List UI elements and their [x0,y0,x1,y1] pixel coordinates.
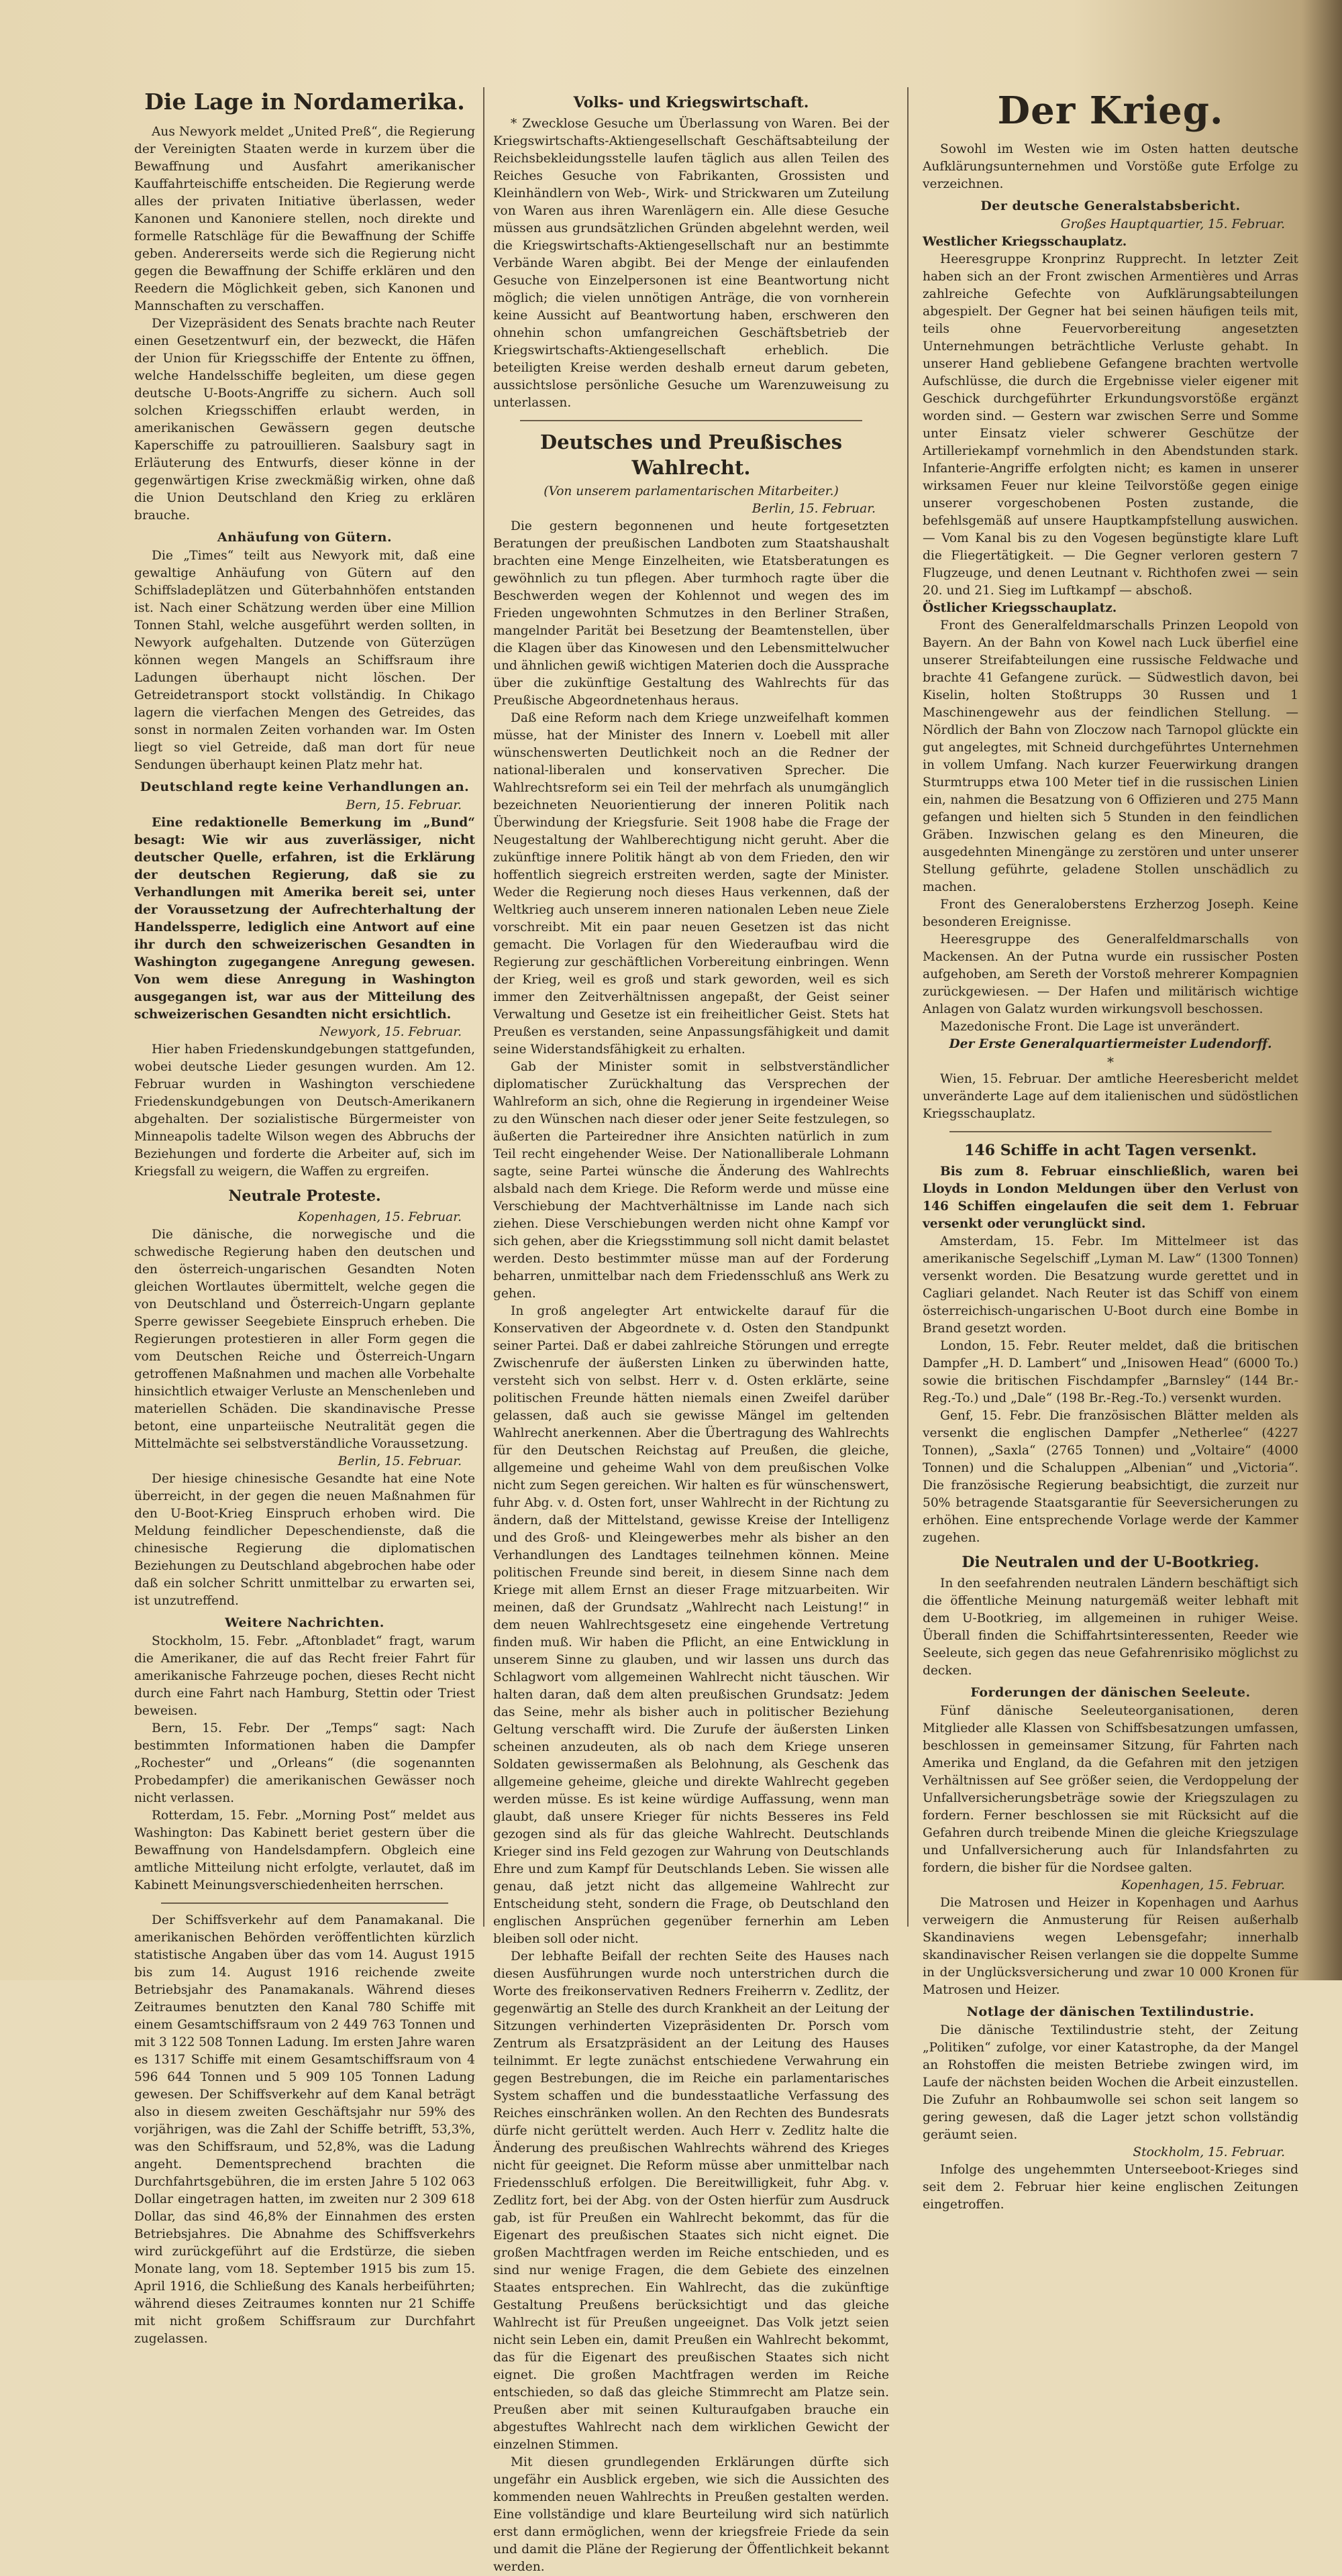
headline-schiffe-versenkt: 146 Schiffe in acht Tagen versenkt. [964,1142,1257,1159]
paragraph: Sowohl im Westen wie im Osten hatten deutsche Aufklärungsunternehmen und Vorstöße gute Erfolge zu verzeichnen. [923,142,1298,191]
paragraph: Der hiesige chinesische Gesandte hat eine Note überreicht, in der gegen die neuen Maßnahmen für den U-Boot-Krieg Einspruch erhoben wird. Die Meldung feindlicher Depeschendienste, daß die chinesische Regierung die diplomatischen Beziehungen zu Deutschland abgebrochen habe oder daß ein solcher Schritt unmittelbar zu erwarten sei, ist unzutreffend. [134,1472,475,1608]
paragraph: Genf, 15. Febr. Die französischen Blätter melden als versenkt die englischen Dampfer „Netherlee“ (4227 Tonnen), „Saxla“ (2765 Tonnen) und „Voltaire“ (4000 Tonnen) und die Schaluppen „Albenian“ und „Victoria“. Die französische Regierung beabsichtigt, die zurzeit nur 50% betragende Staatsgarantie für Seeversicherungen zu erhöhen. Eine entsprechende Vorlage werde der Kammer zugehen. [923,1409,1298,1545]
paragraph: Bern, 15. Febr. Der „Temps“ sagt: Nach bestimmten Informationen haben die Dampfer „Rochester“ und „Orleans“ (die sogenannten Probedampfer) die amerikanischen Gewässer noch nicht verlassen. [134,1721,475,1805]
subheading: Westlicher Kriegsschauplatz. [923,235,1127,249]
paragraph: Der Vizepräsident des Senats brachte nach Reuter einen Gesetzentwurf ein, der bezweckt, die Häfen der Union für Kriegsschiffe der Entente zu öffnen, welche Handelsschiffe begleiten, um diese gegen deutsche U-Boots-Angriffe zu sichern. Auch soll solchen Kriegsschiffen erlaubt werden, in amerikanischen Gewässern gegen deutsche Kaperschiffe zu patrouillieren. Saalsbury sagt in Erläuterung des Entwurfs, dieser könne in der gegenwärtigen Krise zweckmäßig wirken, ohne daß die Union Deutschland den Krieg zu erklären brauche. [134,317,475,523]
column-middle [493,87,889,2574]
subheading: Neutrale Proteste. [228,1187,381,1205]
paragraph: Der lebhafte Beifall der rechten Seite des Hauses nach diesen Ausführungen wurde noch unterstrichen durch die Worte des freikonservativen Redners Freiherrn v. Zedlitz, der gegenwärtig an Stelle des durch Krankheit an der Leitung der Sitzungen verhinderten Vizepräsidenten Dr. Porsch vom Zentrum als Ersatzpräsident an der Leitung des Hauses teilnimmt. Er legte zunächst entschiedene Verwahrung ein gegen Bestrebungen, die im Reiche ein parlamentarisches System schaffen und die bundesstaatliche Verfassung des Reiches einschränken wollen. An den Rechten des Bundesrats dürfe nicht gerüttelt werden. Auch Herr v. Zedlitz halte die Änderung des preußischen Wahlrechts während des Krieges nicht für geeignet. Die Reform müsse aber unmittelbar nach Friedensschluß erfolgen. Die Bereitwilligkeit, fuhr Abg. v. Zedlitz fort, bei der Abg. von der Osten hierfür zum Ausdruck gab, ist für Preußen ein Wahlrecht bekommt, das für die Eigenart des preußischen Staates sich nicht eignet. Die großen Machtfragen werden im Reiche entschieden, und es sind nur wenige Fragen, die dem Gebiete des einzelnen Staates entsprechen. Ein Wahlrecht, das die zukünftige Gestaltung Preußens berücksichtigt und das gleiche Wahlrecht ist für Preußen ungeeignet. Das Volk jetzt seien nicht sein Leben ein, damit Preußen ein Wahlrecht bekommt, das für die Eigenart des preußischen Staates sich nicht eignet. Die großen Machtfragen werden im Reiche entschieden, so daß das gleiche Stimmrecht am Platze sein. Preußen aber mit seinen Kulturaufgaben brauche ein abgestuftes Wahlrecht nach dem wirklichen Gewicht der einzelnen Stimmen. [493,1949,889,2452]
paragraph: Heeresgruppe Kronprinz Rupprecht. In letzter Zeit haben sich an der Front zwischen Armentières und Arras zahlreiche Gefechte von Aufklärungsabteilungen abgespielt. Der Gegner hat bei seinen häufigen teils mit, teils ohne Feuervorbereitung angesetzten Unternehmungen beträchtliche Verluste gehabt. In unserer Hand gebliebene Gefangene brachten wertvolle Aufschlüsse, die durch die Ergebnisse vieler eigener mit Geschick durchgeführter Erkundungsvorstöße ergänzt worden sind. — Gestern war zwischen Serre und Somme unter Einsatz vieler schwerer Geschütze der Artilleriekampf vornehmlich in den Abendstunden stark. Infanterie-Angriffe erfolgten nicht; es kamen in unserer wirksamen Feuer nur kleine Teilvorstöße gegen einige unserer vorgeschobenen Posten zustande, die befehlsgemäß auf unsere Hauptkampfstellung auswichen. — Vom Kanal bis zu den Vogesen begünstigte klare Luft die Fliegertätigkeit. — Die Gegner verloren gestern 7 Flugzeuge, und denen Leutnant v. Richthofen zwei — sein 20. und 21. Sieg im Luftkampf — abschoß. [923,252,1298,598]
paragraph: Die gestern begonnenen und heute fortgesetzten Beratungen der preußischen Landboten zum Staatshaushalt brachten eine Menge Einzelheiten, wie Etatsberatungen es gewöhnlich zu tun pflegen. Aber turmhoch ragte über die Beschwerden wegen der Kohlennot und wegen des im Frieden ungewohnten Schmutzes in den Berliner Straßen, mangelnder Parität bei Besetzung der Beamtenstellen, über die Klagen über das Kinowesen und den Lebensmittelwucher und ähnlichen gewiß wichtigen Materien doch die Aussprache über die zukünftige Gestaltung des Wahlrechts für das Preußische Abgeordnetenhaus heraus. [493,519,889,708]
paragraph: Hier haben Friedenskundgebungen stattgefunden, wobei deutsche Lieder gesungen wurden. Am 12. Februar wurden in Washington verschiedene Friedenskundgebungen von Deutsch-Amerikanern abgehalten. Der sozialistische Bürgermeister von Minneapolis tadelte Wilson wegen des Abbruchs der Beziehungen und forderte die Arbeiter auf, sich im Kriegsfall zu weigern, die Waffen zu ergreifen. [134,1042,475,1179]
paragraph: Die dänische Textilindustrie steht, der Zeitung „Politiken“ zufolge, vor einer Katastrophe, da der Mangel an Rohstoffen die meisten Betriebe zwingen wird, im Laufe der nächsten beiden Wochen die Arbeit einzustellen. Die Zufuhr an Rohbaumwolle sei schon seit langem so gering gewesen, daß die Lager jetzt schon vollständig geräumt seien. [923,2023,1298,2142]
dateline: Stockholm, 15. Februar. [1133,2145,1285,2159]
paragraph: Infolge des ungehemmten Unterseeboot-Krieges sind seit dem 2. Februar hier keine englischen Zeitungen eingetroffen. [923,2163,1298,2212]
paragraph: Eine redaktionelle Bemerkung im „Bund“ besagt: Wie wir aus zuverlässiger, nicht deutscher Quelle, erfahren, ist die Erklärung der deutschen Regierung, daß sie zu Verhandlungen mit Amerika bereit sei, unter der Voraussetzung der Aufrechterhaltung der Handelssperre, lediglich eine Antwort auf eine ihr durch den schweizerischen Gesandten in Washington zugegangene Anregung gewesen. Von wem diese Anregung in Washington ausgegangen ist, war aus der Mitteilung des schweizerischen Gesandten nicht ersichtlich. [134,816,475,1022]
paragraph: Die „Times“ teilt aus Newyork mit, daß eine gewaltige Anhäufung von Gütern auf den Schiffsladeplätzen und Güterbahnhöfen entstanden ist. Nach einer Schätzung werden über eine Million Tonnen Stahl, welche ausgeführt werden sollten, in Newyork aufgehalten. Dutzende von Güterzügen können wegen Mangels an Schiffsraum ihre Ladungen überhaupt nicht löschen. Der Getreidetransport stockt vollständig. In Chikago lagern die vierfachen Mengen des Getreides, das sonst in normalen Zeiten vorhanden war. Im Osten liegt so viel Getreide, daß man dort für neue Sendungen überhaupt keinen Platz mehr hat. [134,549,475,772]
paragraph: Daß eine Reform nach dem Kriege unzweifelhaft kommen müsse, hat der Minister des Innern v. Loebell mit aller wünschenswerten Deutlichkeit noch an die Redner der national-liberalen und konservativen Sprecher. Die Wahlrechtsreform sei ein Teil der mehrfach als unumgänglich bezeichneten Neuorientierung der inneren Politik nach Überwindung der Kriegsfurie. Seit 1908 habe die Frage der Neugestaltung der Wahlberechtigung nicht geruht. Aber die zukünftige innere Politik hängt ab von dem Frieden, den wir hoffentlich siegreich erstreiten werden, sagte der Minister. Weder die Regierung noch dieses Haus verkennen, daß der Weltkrieg auch unserem inneren nationalen Leben neue Ziele vorschreibt. Mit ein paar neuen Gesetzen ist das nicht gemacht. Die Vorlagen für den Wiederaufbau wird die Regierung zur geschäftlichen Vorbereitung einbringen. Wenn der Krieg, weil es groß und stark geworden, weil es sich immer den Zeitverhältnissen angepaßt, der Geist seiner Verwaltung und Gesetze ist ein freiheitlicher Geist. Stets hat Preußen es verstanden, seine Anpassungsfähigkeit und damit seine Widerstandsfähigkeit zu erhalten. [493,711,889,1057]
section-heading-volkswirtschaft: Volks- und Kriegswirtschaft. [573,94,809,111]
paragraph: Die dänische, die norwegische und die schwedische Regierung haben den deutschen und den österreich-ungarischen Gesandten Noten gleichen Wortlautes übermittelt, welche gegen die von Deutschland und Österreich-Ungarn geplante Sperre gewisser Seegebiete Einspruch erheben. Die Regierungen protestieren in aller Form gegen die vom Deutschen Reiche und Österreich-Ungarn getroffenen Maßnahmen und machen alle Vorbehalte hinsichtlich etwaiger Verluste an Menschenleben und materiellen Schäden. Die skandinavische Presse betont, eine unparteiische Neutralität gegen die Mittelmächte sei selbstverständliche Voraussetzung. [134,1228,475,1451]
paragraph: Wien, 15. Februar. Der amtliche Heeresbericht meldet unveränderte Lage auf dem italienischen und südöstlichen Kriegsschauplatz. [923,1072,1298,1121]
dateline: Kopenhagen, 15. Februar. [297,1210,462,1224]
divider [520,420,862,421]
paragraph: Front des Generalfeldmarschalls Prinzen Leopold von Bayern. An der Bahn von Kowel nach Luck überfiel eine unserer Streifabteilungen eine russische Feldwache und brachte 41 Gefangene zurück. — Südwestlich davon, bei Kiselin, holten Stoßtrupps 30 Russen und 1 Maschinengewehr aus der feindlichen Stellung. — Nördlich der Bahn von Zloczow nach Tarnopol glückte ein gut angelegtes, mit Schneid durchgeführtes Unternehmen in vollem Umfang. Nach kurzer Feuerwirkung drangen Sturmtrupps etwa 100 Meter tief in die russischen Linien ein, nahmen die Besatzung von 6 Offizieren und 275 Mann gefangen und hielten sich 5 Stunden in den feindlichen Gräben. Inzwischen gelang es den Mineuren, die ausgedehnten Minengänge zu zerstören und unter unserer Stellung geführte, geladene Stollen unschädlich zu machen. [923,619,1298,894]
column-right [923,87,1298,2212]
headline-der-krieg: Der Krieg. [997,89,1224,133]
paragraph: Die Matrosen und Heizer in Kopenhagen und Aarhus verweigern die Anmusterung für Reisen außerhalb Skandinaviens wegen Lebensgefahr; innerhalb skandinavischer Reisen verlangen sie die doppelte Summe in der Unglücksversicherung und zwar 10 000 Kronen für Matrosen und Heizer. [923,1896,1298,1997]
subheading: Deutschland regte keine Verhandlungen an. [140,780,470,794]
paragraph: Stockholm, 15. Febr. „Aftonbladet“ fragt, warum die Amerikaner, die auf das Recht freier Fahrt für amerikanische Fahrzeuge pochen, dieses Recht nicht durch eine Fahrt nach Hamburg, Stettin oder Triest beweisen. [134,1634,475,1718]
paragraph: In den seefahrenden neutralen Ländern beschäftigt sich die öffentliche Meinung naturgemäß weiter lebhaft mit dem U-Bootkrieg, im allgemeinen in ruhiger Weise. Überall finden die Schiffahrtsinteressenten, Reeder wie Seeleute, sich gegen das neue Gefahrenrisiko möglichst zu decken. [923,1576,1298,1678]
paragraph: Aus Newyork meldet „United Preß“, die Regierung der Vereinigten Staaten werde in kurzem über die Bewaffnung und Ausfahrt amerikanischer Kauffahrteischiffe entscheiden. Die Regierung werde alles der privaten Initiative überlassen, weder Kanonen und Kanoniere stellen, noch direkte und formelle Ratschläge für die Bewaffnung der Schiffe geben. Andererseits werde sich die Regierung nicht gegen die Bewaffnung der Schiffe erklären und den Reedern die Möglichkeit geben, sich Kanonen und Mannschaften zu verschaffen. [134,125,475,313]
subheading: Weitere Nachrichten. [225,1615,384,1630]
divider [161,1902,448,1904]
paragraph: Rotterdam, 15. Febr. „Morning Post“ meldet aus Washington: Das Kabinett beriet gestern über die Bewaffnung von Handelsdampfern. Obgleich eine amtliche Mitteilung nicht erfolgte, verlautet, daß im Kabinett Meinungsverschiedenheiten herrschen. [134,1809,475,1892]
subheading: Forderungen der dänischen Seeleute. [970,1685,1251,1700]
dateline: Newyork, 15. Februar. [319,1025,462,1039]
divider [949,1131,1272,1132]
headline-wahlrecht: Deutsches und Preußisches Wahlrecht. [539,431,843,479]
paragraph: London, 15. Febr. Reuter meldet, daß die britischen Dampfer „H. D. Lambert“ und „Inisowen Head“ (6000 To.) sowie die britischen Fischdampfer „Barnsley“ (144 Br.-Reg.-To.) und „Dale“ (198 Br.-Reg.-To.) versenkt wurden. [923,1339,1298,1405]
subheading: Anhäufung von Gütern. [217,530,393,545]
signature: Der Erste Generalquartiermeister Ludendorff. [949,1037,1272,1051]
paragraph: Front des Generaloberstens Erzherzog Joseph. Keine besonderen Ereignisse. [923,898,1298,929]
subheading: Der deutsche Generalstabsbericht. [980,199,1241,213]
paragraph: Bis zum 8. Februar einschließlich, waren bei Lloyds in London Meldungen über den Verlust von 146 Schiffen eingelaufen die seit dem 1. Februar versenkt oder verunglückt sind. [923,1165,1298,1231]
dateline: Berlin, 15. Februar. [338,1454,462,1468]
paragraph: Fünf dänische Seeleuteorganisationen, deren Mitglieder alle Klassen von Schiffsbesatzungen umfassen, beschlossen in gemeinsamer Sitzung, für Fahrten nach Amerika und England, da die Gefahren mit den jetzigen Verhältnissen auf See größer seien, die Verdoppelung der Unfallversicherungsbeträge sowie der Kriegszulagen zu fordern. Ferner beschlossen sie mit Rücksicht auf die Gefahren durch treibende Minen die gleiche Kriegszulage und Unfallversicherung auch für Inlandsfahrten zu fordern, die bisher für die Nordsee galten. [923,1704,1298,1875]
subheading: Notlage der dänischen Textilindustrie. [966,2004,1255,2019]
column-rule [907,87,909,1927]
byline: (Von unserem parlamentarischen Mitarbeiter.) [544,484,839,498]
subheading: Östlicher Kriegsschauplatz. [923,601,1117,615]
dateline: Bern, 15. Februar. [346,798,462,812]
headline-neutrale: Die Neutralen und der U-Bootkrieg. [962,1554,1259,1571]
column-rule [483,87,484,1927]
paragraph: Heeresgruppe des Generalfeldmarschalls von Mackensen. An der Putna wurde ein russischer Posten aufgehoben, am Sereth der Vorstoß mehrerer Kompagnien zurückgewiesen. — Der Hafen und militärisch wichtige Anlagen von Galatz wurden wirkungsvoll beschossen. [923,932,1298,1016]
paragraph: * Zwecklose Gesuche um Überlassung von Waren. Bei der Kriegswirtschafts-Aktiengesellschaft Geschäftsabteilung der Reichsbekleidungsstelle laufen täglich aus allen Teilen des Reiches Gesuche von Fabrikanten, Grossisten und Kleinhändlern von Web-, Wirk- und Strickwaren um Zuteilung von Waren aus ihren Warenlägern ein. Alle diese Gesuche müssen aus grundsätzlichen Gründen abgelehnt werden, weil die Kriegswirtschafts-Aktiengesellschaft nur an bestimmte Verbände Waren abgibt. Bei der Menge der einlaufenden Gesuche von Einzelpersonen ist eine Beantwortung nicht möglich; die vielen unnötigen Anträge, die von vornherein keine Aussicht auf Beantwortung haben, erschweren den ohnehin schon umfangreichen Geschäftsbetrieb der Kriegswirtschafts-Aktiengesellschaft erheblich. Die beteiligten Kreise werden deshalb erneut darum gebeten, aussichtslose persönliche Gesuche um Warenzuweisung zu unterlassen. [493,117,889,410]
dateline: Großes Hauptquartier, 15. Februar. [1060,217,1285,231]
paragraph: Der Schiffsverkehr auf dem Panamakanal. Die amerikanischen Behörden veröffentlichten kürzlich statistische Angaben über das vom 14. August 1915 bis zum 14. August 1916 reichende zweite Betriebsjahr des Panamakanals. Während dieses Zeitraumes benutzten den Kanal 780 Schiffe mit einem Gesamtschiffsraum von 2 449 763 Tonnen und mit 3 122 508 Tonnen Ladung. Im ersten Jahre waren es 1317 Schiffe mit einem Gesamtschiffsraum von 4 596 644 Tonnen und 5 909 105 Tonnen Ladung gewesen. Der Schiffsverkehr auf dem Kanal beträgt also in diesem zweiten Geschäftsjahr nur 59% des vorjährigen, was die Zahl der Schiffe betrifft, 53,3%, was den Schiffsraum, und 52,8%, was die Ladung angeht. Dementsprechend brachten die Durchfahrtsgebühren, die im ersten Jahre 5 102 063 Dollar eingetragen hatten, im zweiten nur 2 309 618 Dollar, das sind 46,8% der Einnahmen des ersten Betriebsjahres. Die Abnahme des Schiffsverkehrs wird zurückgeführt auf die Erdstürze, die sieben Monate lang, vom 18. September 1915 bis zum 15. April 1916, die Schließung des Kanals herbeiführten; während dieses Zeitraumes konnten nur 21 Schiffe mit nicht großem Schiffsraum zur Durchfahrt zugelassen. [134,1913,475,2346]
dateline: Berlin, 15. Februar. [752,502,876,516]
paragraph: In groß angelegter Art entwickelte darauf für die Konservativen der Abgeordnete v. d. Osten den Standpunkt seiner Partei. Daß er dabei zahlreiche Störungen und erregte Zwischenrufe der äußersten Linken zu überwinden hatte, versteht sich von selbst. Herr v. d. Osten erklärte, seine politischen Freunde hätten niemals einen Zweifel darüber gelassen, daß auch sie gewisse Mängel im geltenden Wahlrecht anerkennen. Aber die Übertragung des Wahlrechts für den Deutschen Reichstag auf Preußen, die gleiche, allgemeine und geheime Wahl von dem preußischen Volke nicht zum Segen gereichen. Wir halten es für wünschenswert, fuhr Abg. v. d. Osten fort, unser Wahlrecht in der Richtung zu ändern, daß der Mittelstand, gewisse Kreise der Intelligenz und des Groß- und Kleingewerbes mehr als bisher an den Verhandlungen des Landtages teilnehmen können. Meine politischen Freunde sind bereit, in diesem Sinne nach dem Kriege mit allem Ernst an dieser Frage mitzuarbeiten. Wir meinen, daß der Grundsatz „Wahlrecht nach Leistung!“ in dem neuen Wahlrechtsgesetz eine eingehende Vertretung finden muß. Wir haben die Pflicht, an eine Entwicklung in unserem Sinne zu glauben, und wir lassen uns durch das Schlagwort vom allgemeinen Wahlrecht nicht täuschen. Wir halten daran, daß dem alten preußischen Grundsatz: Jedem das Seine, mehr als bisher auch in politischer Beziehung Geltung verschafft wird. Die Zurufe der äußersten Linken scheinen anzudeuten, als ob nach dem Kriege unseren Soldaten gewissermaßen als Belohnung, als Geschenk das allgemeine geheime, gleiche und direkte Wahlrecht gegeben werden müsse. Es ist keine würdige Auffassung, wenn man glaubt, daß unsere Krieger für nichts Besseres ins Feld gezogen sind als für das gleiche Wahlrecht. Deutschlands Krieger sind ins Feld gezogen zur Wahrung von Deutschlands Ehre und zum Kampf für Deutschlands Leben. Sie wissen alle genau, daß jetzt nicht das allgemeine Wahlrecht zur Entscheidung steht, sondern die Frage, ob Deutschland den englischen Ansprüchen gegenüber fernerhin am Leben bleiben soll oder nicht. [493,1304,889,1946]
separator-star: * [1107,1054,1114,1070]
paragraph: Mazedonische Front. Die Lage ist unverändert. [940,1020,1240,1034]
paragraph: Amsterdam, 15. Febr. Im Mittelmeer ist das amerikanische Segelschiff „Lyman M. Law“ (1300 Tonnen) versenkt worden. Die Besatzung wurde gerettet und in Cagliari gelandet. Nach Reuter ist das Schiff von einem österreichisch-ungarischen U-Boot durch eine Bombe in Brand gesetzt worden. [923,1234,1298,1336]
dateline: Kopenhagen, 15. Februar. [1121,1878,1285,1892]
headline-nordamerika: Die Lage in Nordamerika. [144,89,465,115]
paragraph: Mit diesen grundlegenden Erklärungen dürfte sich ungefähr ein Ausblick ergeben, wie sich die Aussichten des kommenden neuen Wahlrechts in Preußen gestalten werden. Eine vollständige und klare Beurteilung wird sich natürlich erst dann ermöglichen, wenn der kriegsfreie Friede da sein und damit die Pläne der Regierung der Öffentlichkeit bekannt werden. [493,2455,889,2574]
paragraph: Gab der Minister somit in selbstverständlicher diplomatischer Zurückhaltung das Versprechen der Wahlreform an sich, ohne die Regierung in irgendeiner Weise zu den Wünschen nach dieser oder jener Seite festzulegen, so äußerten die Parteiredner ihre Ansichten natürlich in zum Teil recht eingehender Weise. Der Nationalliberale Lohmann sagte, seine Partei wünsche die Änderung des Wahlrechts alsbald nach dem Kriege. Die Reform werde und müsse eine Verschiebung der Machtverhältnisse im Lande nach sich ziehen. Diese Verschiebungen werden nicht ohne Kampf vor sich gehen, aber die Kriegsstimmung soll nicht damit belastet werden. Desto bestimmter müsse man auf der Forderung beharren, unmittelbar nach dem Friedensschluß ans Werk zu gehen. [493,1060,889,1301]
column-left [134,87,475,2346]
